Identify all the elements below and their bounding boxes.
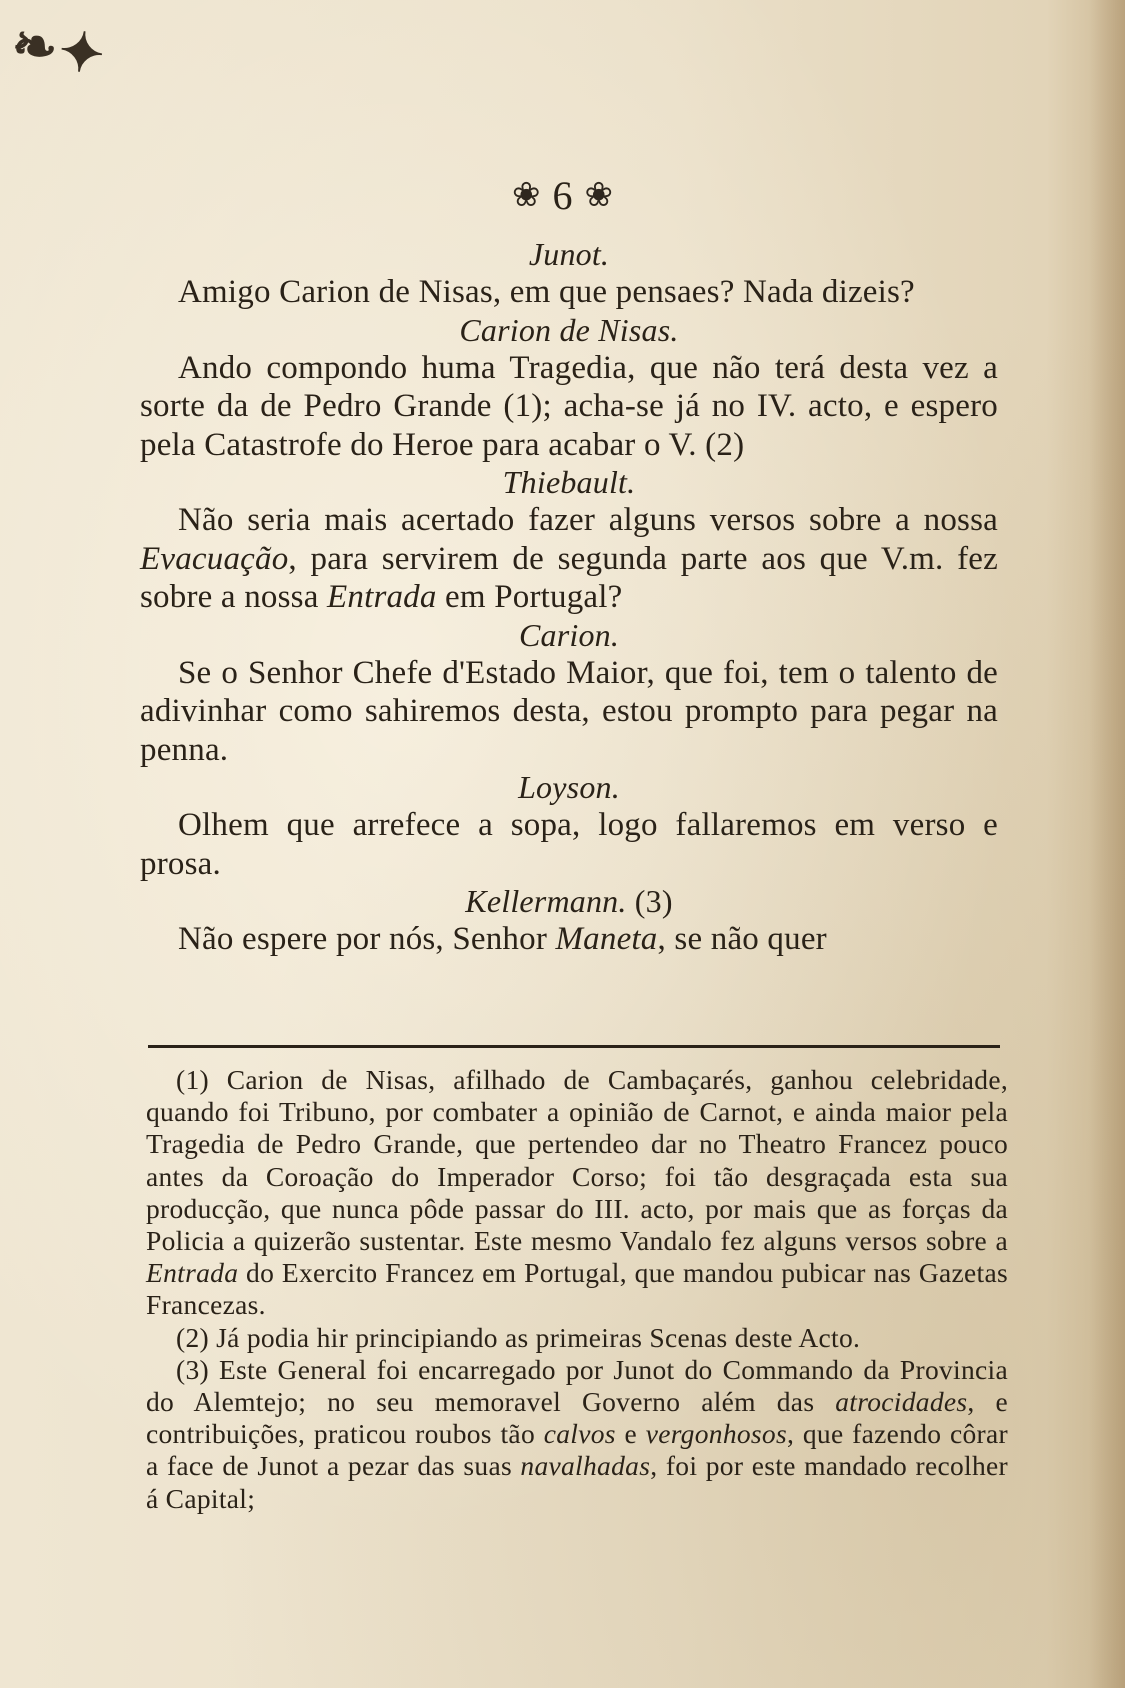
footnote: (2) Já podia hir principiando as primeiras Scenas deste Acto. bbox=[176, 1321, 861, 1353]
speech-paragraph: Ando compondo huma Tragedia, que não terá desta vez a sorte da de Pedro Grande (1); acha-se já no IV. acto, e espero pela Catastrofe do Heroe para acabar o V. (2) bbox=[140, 349, 998, 463]
speech-paragraph: Se o Senhor Chefe d'Estado Maior, que foi, tem o talento de adivinhar como sahiremos desta, estou prompto para pegar na penna. bbox=[140, 654, 998, 768]
floral-ornament-icon: ❀ bbox=[584, 177, 613, 214]
footnote-ref: (3) bbox=[634, 883, 673, 919]
speech-paragraph: Olhem que arrefece a sopa, logo fallaremos em verso e prosa. bbox=[140, 807, 998, 882]
italic-term: Entrada bbox=[146, 1257, 239, 1289]
floral-ornament-icon: ❀ bbox=[512, 177, 541, 214]
page-header bbox=[0, 172, 1125, 219]
corner-ink-mark: ❧✦ bbox=[8, 13, 111, 87]
speaker-name: Kellermann. (3) bbox=[465, 883, 673, 919]
speaker-name: Thiebault. bbox=[502, 464, 636, 500]
speaker-name: Loyson. bbox=[518, 769, 620, 805]
footnote: (1) Carion de Nisas, afilhado de Cambaçarés, ganhou celebridade, quando foi Tribuno, por combater a opinião de Carnot, e ainda maior pela Tragedia de Pedro Grande, que pertendeo dar no Theatro Francez pouco antes da Coroação do Imperador Corso; foi tão desgraçada esta sua producção, que nunca pôde passar do III. acto, por mais que as forças da Policia a quizerão sustentar. Este mesmo Vandalo fez alguns versos sobre a Entrada do Exercito Francez em Portugal, que mandou pubicar nas Gazetas Francezas. bbox=[146, 1064, 1008, 1321]
page-number: 6 bbox=[552, 173, 573, 218]
dialogue-body bbox=[140, 236, 998, 959]
speech-paragraph: Não seria mais acertado fazer alguns versos sobre a nossa Evacuação, para servirem de segunda parte aos que V.m. fez sobre a nossa Entrada em Portugal? bbox=[140, 502, 998, 615]
footnote: (3) Este General foi encarregado por Junot do Commando da Provincia do Alemtejo; no seu memoravel Governo além das atrocidades, e contribuições, praticou roubos tão calvos e vergonhosos, que fazendo côrar a face de Junot a pezar das suas navalhadas, foi por este mandado recolher á Capital; bbox=[146, 1353, 1008, 1514]
italic-term: calvos bbox=[543, 1418, 616, 1450]
speech-paragraph: Não espere por nós, Senhor Maneta, se não quer bbox=[178, 921, 827, 957]
speaker-name: Junot. bbox=[528, 236, 610, 272]
italic-term: atrocidades bbox=[835, 1386, 968, 1418]
italic-term: Entrada bbox=[327, 579, 437, 615]
italic-term: navalhadas bbox=[520, 1450, 651, 1482]
speech-paragraph: Amigo Carion de Nisas, em que pensaes? Nada dizeis? bbox=[178, 274, 915, 310]
footnote-divider bbox=[148, 1045, 1000, 1048]
italic-term: Evacuação bbox=[140, 540, 289, 577]
speaker-name: Carion. bbox=[518, 616, 620, 653]
page-edge-shadow bbox=[1089, 0, 1125, 1688]
speaker-name: Carion de Nisas. bbox=[459, 311, 679, 348]
italic-term: Maneta bbox=[555, 921, 658, 957]
footnotes bbox=[146, 1064, 1008, 1515]
italic-term: vergonhosos bbox=[645, 1418, 787, 1450]
